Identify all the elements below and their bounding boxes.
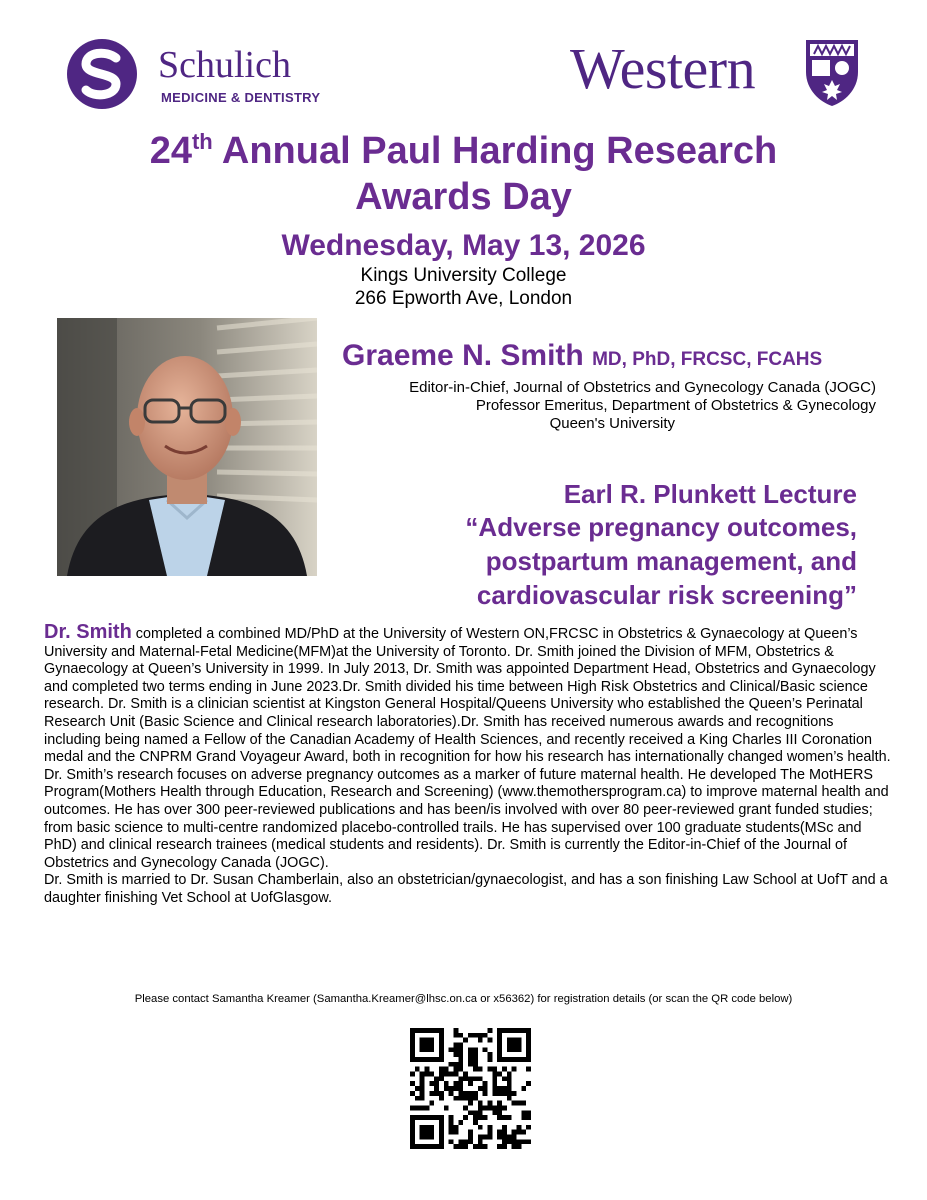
title-number: 24 <box>149 130 192 172</box>
speaker-role-3: Queen's University <box>549 415 675 432</box>
venue-line-2: 266 Epworth Ave, London <box>354 288 573 309</box>
speaker-photo <box>57 318 317 576</box>
bio-lead: Dr. Smith <box>44 621 132 643</box>
bio-text-1: completed a combined MD/PhD at the University of Western ON,FRCSC in Obstetrics & Gynaecology at Queen’s University and Maternal-Fetal Medicine(MFM)at the University of Toronto. Dr. Smith joined the Division of MFM, Obstetrics & Gynaecology at Queen’s University in 1999. In July 2013, Dr. Smith was appointed Department Head, Obstetrics and Gynaecology and completed two terms ending in June 2023.Dr. Smith divided his time between High Risk Obstetrics and Clinical/Basic science research. Dr. Smith is a clinician scientist at Kingston General Hospital/Queens University who established the Queen’s Perinatal Research Unit (Basic Science and Clinical research laboratories).Dr. Smith has received numerous awards and recognitions including being named a Fellow of the Canadian Academy of Health Sciences, and recently received a King Charles III Coronation medal and the CNPRM Grand Voyageur Award, both in recognition for how his research has internationally changed women’s health. Dr. Smith’s research focuses on adverse pregnancy outcomes as a marker of future maternal health. He developed The MotHERS Program(Mothers Health through Education, Research and Screening) (www.themothersprogram.ca) to improve maternal health and outcomes. He has over 300 peer-reviewed publications and has been/is involved with over 80 peer-reviewed grant funded studies; from basic science to multi-centre randomized placebo-controlled trails. He has supervised over 100 graduate students(MSc and PhD) and clinical research trainees (medical students and residents). Dr. Smith is currently the Editor-in-Chief of the Journal of Obstetrics and Gynecology Canada (JOGC). <box>44 626 891 871</box>
bio-paragraph-2: Dr. Smith is married to Dr. Susan Chamberlain, also an obstetrician/gynaecologist, and has a son finishing Law School at UofT and a daughter finishing Vet School at UofGlasgow. <box>44 872 888 906</box>
schulich-subtitle: MEDICINE & DENTISTRY <box>161 90 321 105</box>
speaker-name <box>342 338 882 378</box>
schulich-name: Schulich <box>158 44 291 86</box>
title-suffix: th <box>191 129 213 154</box>
lecture-title <box>337 510 857 612</box>
event-date: Wednesday, May 13, 2026 <box>281 229 646 262</box>
lecture-title-line-3: cardiovascular risk screening” <box>476 580 857 610</box>
western-crest-icon <box>802 36 862 108</box>
western-name: Western <box>570 36 756 101</box>
contact-info: Please contact Samantha Kreamer (Samantha.Kreamer@lhsc.on.ca or x56362) for registration details (or scan the QR code below) <box>134 993 793 1005</box>
speaker-credentials: MD, PhD, FRCSC, FCAHS <box>592 349 823 370</box>
lecture-title-line-2: postpartum management, and <box>485 546 857 576</box>
speaker-role-1: Editor-in-Chief, Journal of Obstetrics and Gynecology Canada (JOGC) <box>409 379 876 396</box>
title-line1-rest: Annual Paul Harding Research <box>221 130 778 172</box>
speaker-bio <box>44 621 894 908</box>
western-logo <box>570 36 865 110</box>
lecture-name: Earl R. Plunkett Lecture <box>563 479 857 509</box>
schulich-logo <box>66 38 336 110</box>
title-line-1 <box>0 128 927 174</box>
venue-line-1: Kings University College <box>360 265 567 286</box>
bio-paragraph-1 <box>44 621 894 872</box>
event-title <box>0 128 927 220</box>
venue <box>0 264 927 310</box>
title-line-2: Awards Day <box>355 176 572 218</box>
schulich-s-mark-icon <box>66 38 138 110</box>
qr-code-icon[interactable] <box>410 1028 531 1149</box>
lecture-title-line-1: “Adverse pregnancy outcomes, <box>465 512 857 542</box>
speaker-name-text: Graeme N. Smith <box>342 339 584 372</box>
speaker-role-2: Professor Emeritus, Department of Obstetrics & Gynecology <box>475 397 876 414</box>
